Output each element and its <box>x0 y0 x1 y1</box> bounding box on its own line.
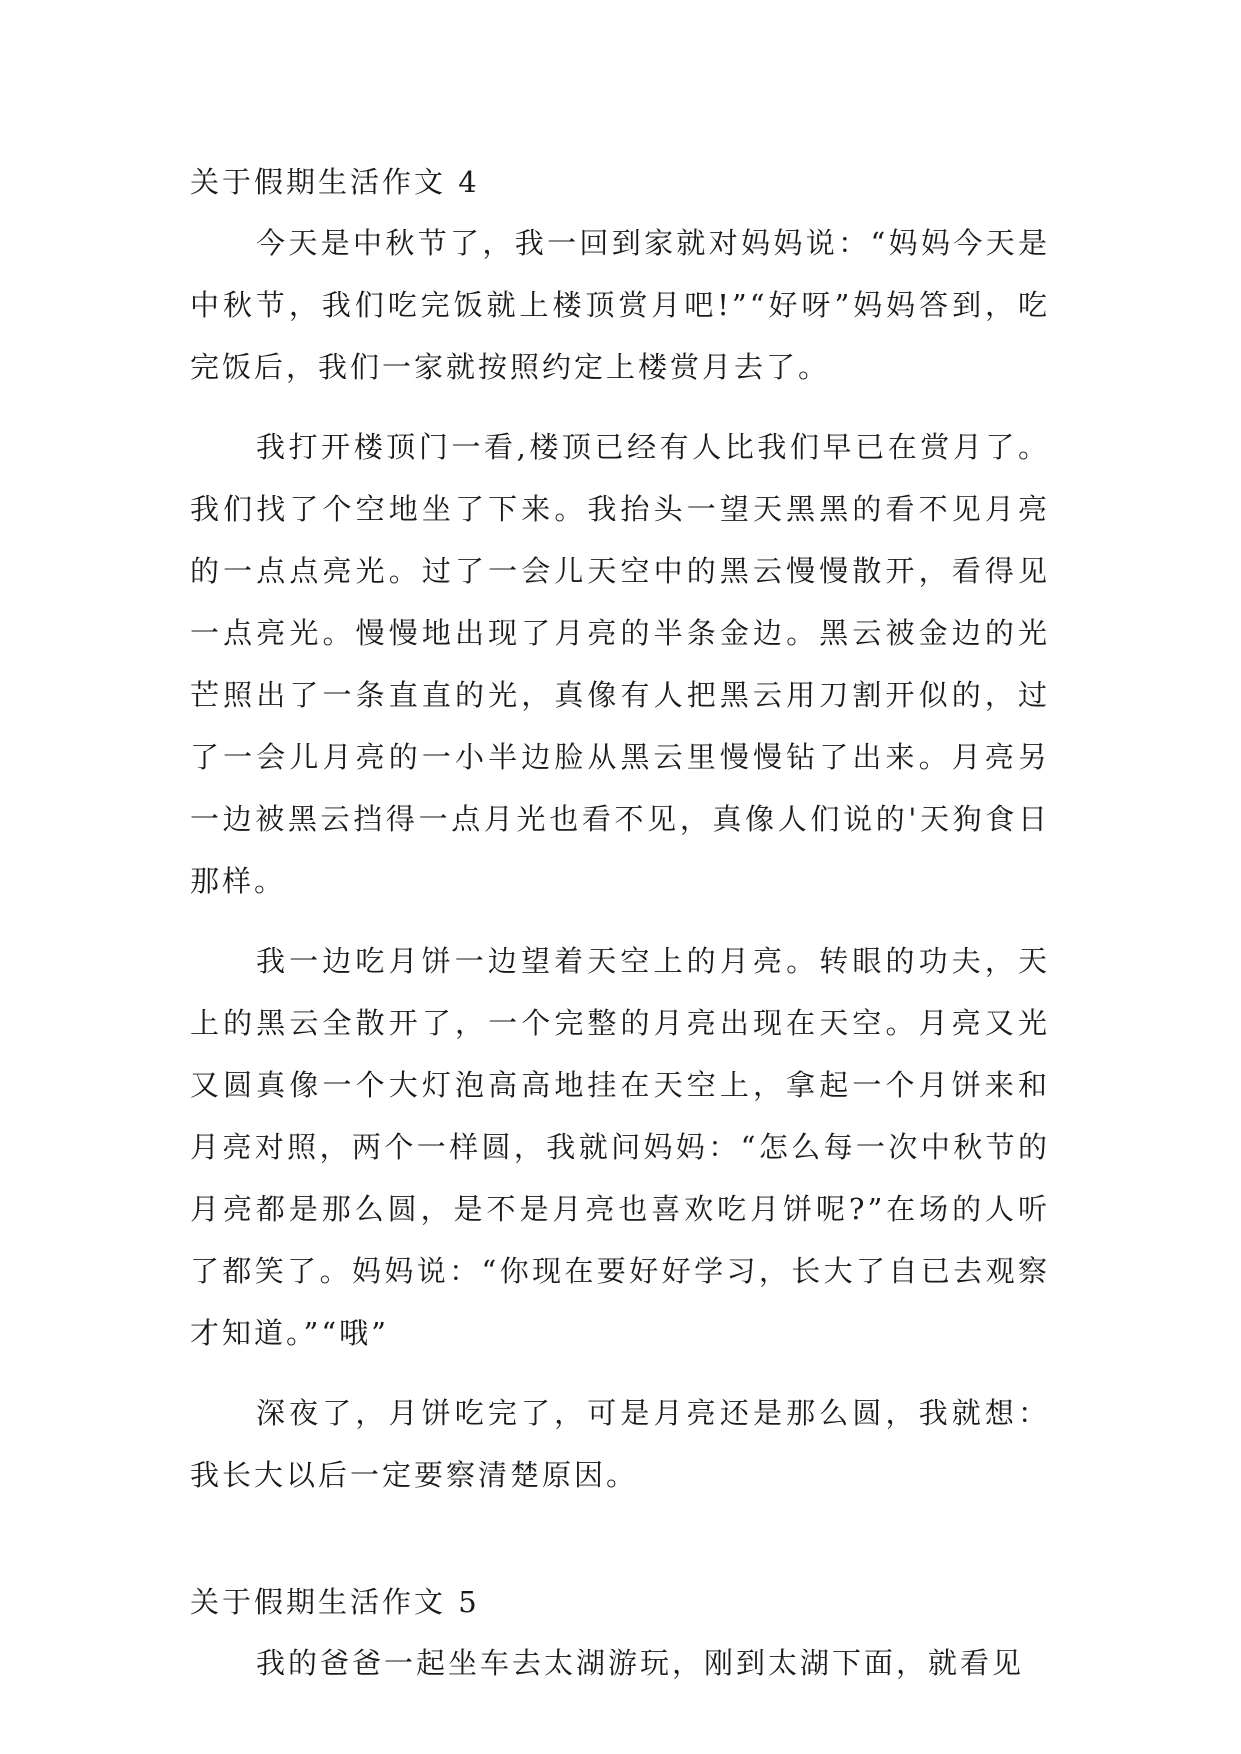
essay-5-title: 关于假期生活作文 5 <box>190 1585 480 1619</box>
document-page <box>190 160 1050 1712</box>
essay-4-paragraph-4: 深夜了，月饼吃完了，可是月亮还是那么圆，我就想：我长大以后一定要察清楚原因。 <box>190 1396 1050 1492</box>
essay-4-paragraph-3: 我一边吃月饼一边望着天空上的月亮。转眼的功夫，天上的黑云全散开了，一个完整的月亮出现在天空。月亮又光又圆真像一个大灯泡高高地挂在天空上，拿起一个月饼来和月亮对照，两个一样圆，我就问妈妈：“怎么每一次中秋节的月亮都是那么圆，是不是月亮也喜欢吃月饼呢?”在场的人听了都笑了。妈妈说：“你现在要好好学习，长大了自已去观察才知道。”“哦” <box>190 944 1050 1350</box>
essay-4-title: 关于假期生活作文 4 <box>190 165 480 199</box>
essay-5-paragraph-1: 我的爸爸一起坐车去太湖游玩，刚到太湖下面，就看见 <box>256 1646 1025 1680</box>
essay-4-paragraph-2: 我打开楼顶门一看,楼顶已经有人比我们早已在赏月了。我们找了个空地坐了下来。我抬头一望天黑黑的看不见月亮的一点点亮光。过了一会儿天空中的黑云慢慢散开，看得见一点亮光。慢慢地出现了月亮的半条金边。黑云被金边的光芒照出了一条直直的光，真像有人把黑云用刀割开似的，过了一会儿月亮的一小半边脸从黑云里慢慢钻了出来。月亮另一边被黑云挡得一点月光也看不见，真像人们说的'天狗食日那样。 <box>190 430 1050 898</box>
section-spacer <box>190 1524 1050 1580</box>
essay-4-paragraph-1: 今天是中秋节了，我一回到家就对妈妈说：“妈妈今天是中秋节，我们吃完饭就上楼顶赏月吧!”“好呀”妈妈答到，吃完饭后，我们一家就按照约定上楼赏月去了。 <box>190 226 1050 384</box>
